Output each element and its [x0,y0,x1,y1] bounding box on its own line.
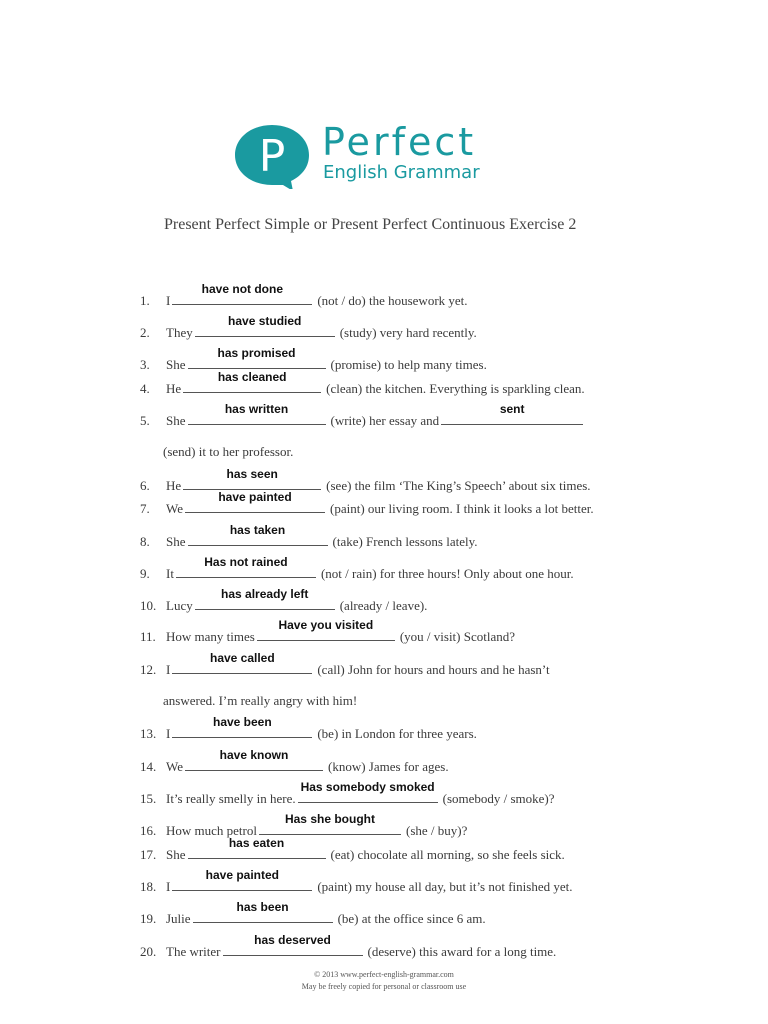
answer-blank[interactable] [223,933,363,956]
answer-text: has promised [217,346,296,360]
answer-text: has written [224,402,289,416]
answer-blank[interactable] [172,651,312,674]
answer-text: Has she bought [284,812,375,826]
answer-blank[interactable] [298,780,438,803]
item-prompt-start: They [166,325,193,340]
exercise-item [140,715,477,742]
item-number: 10. [140,598,157,613]
exercise-item [140,748,449,775]
answer-text: Has not rained [204,555,288,569]
exercise-item [140,651,550,678]
item-prompt-start: She [166,847,186,862]
item-number: 7. [140,501,150,516]
exercise-item [140,933,557,960]
logo-word-english-grammar: English Grammar [323,162,480,183]
exercise-item [140,314,477,341]
answer-blank[interactable] [188,346,326,369]
item-prompt-start: He [166,478,182,493]
item-prompt-end: (call) John for hours and hours and he hasn’t [317,662,550,677]
answer-blank[interactable] [195,587,335,610]
answer-blank[interactable] [259,812,401,835]
item-prompt-end: (promise) to help many times. [330,357,487,372]
item-prompt-end: (somebody / smoke)? [442,791,555,806]
item-prompt-start: She [166,357,186,372]
item-prompt-end: (deserve) this award for a long time. [367,944,557,959]
answer-blank[interactable] [172,715,312,738]
item-prompt-start: She [166,413,186,428]
speech-bubble-logo-icon [233,123,311,189]
item-number: 16. [140,823,157,838]
answer-blank[interactable] [183,370,321,393]
item-prompt-end: (not / do) the housework yet. [317,293,468,308]
answer-blank[interactable] [172,282,312,305]
exercise-item [140,836,565,863]
item-number: 11. [140,629,156,644]
answer-blank[interactable] [185,748,323,771]
exercise-item [140,780,555,807]
item-prompt-end: (write) her essay and [330,413,440,428]
answer-blank[interactable] [176,555,316,578]
item-prompt-start: Julie [166,911,191,926]
answer-text: have not done [201,282,284,296]
item-number: 14. [140,759,157,774]
answer-text: has already left [221,587,309,601]
brand-logo [232,122,507,194]
item-prompt-start: I [166,293,171,308]
item-prompt-end: (be) at the office since 6 am. [337,911,486,926]
exercise-item [140,282,468,309]
answer-text: have painted [205,868,280,882]
item-prompt-start: It’s really smelly in here. [166,791,296,806]
item-number: 15. [140,791,157,806]
answer-text: has seen [226,467,278,481]
answer-blank[interactable] [188,836,326,859]
logo-word-perfect: Perfect [322,120,477,164]
item-prompt-start: How many times [166,629,255,644]
item-number: 8. [140,534,150,549]
answer-blank[interactable] [257,618,395,641]
item-number: 9. [140,566,150,581]
item-prompt-start: It [166,566,174,581]
item-prompt-start: The writer [166,944,221,959]
item-number: 19. [140,911,157,926]
item-prompt-end: (already / leave). [339,598,428,613]
item-prompt-end: (paint) our living room. I think it looks a lot better. [330,501,594,516]
item-number: 20. [140,944,157,959]
item-number: 2. [140,325,150,340]
item-prompt-end: (eat) chocolate all morning, so she feels sick. [330,847,565,862]
item-prompt-start: She [166,534,186,549]
answer-blank[interactable] [193,900,333,923]
item-prompt-start: I [166,879,171,894]
item-number: 6. [140,478,150,493]
page-title: Present Perfect Simple or Present Perfect Continuous Exercise 2 [164,216,577,233]
answer-text: have painted [218,490,292,504]
item-number: 13. [140,726,157,741]
answer-blank-second[interactable] [441,402,583,425]
item-prompt-end: (not / rain) for three hours! Only about one hour. [320,566,574,581]
exercise-item [140,402,585,429]
answer-text: Has somebody smoked [300,780,435,794]
answer-blank[interactable] [185,490,325,513]
item-number: 5. [140,413,150,428]
exercise-item [140,618,516,645]
exercise-item [140,490,594,517]
item-prompt-end: (be) in London for three years. [317,726,477,741]
footer-usage-note: May be freely copied for personal or classroom use [301,982,467,991]
answer-text: has cleaned [217,370,287,384]
exercise-item [140,370,585,397]
item-prompt-start: I [166,662,171,677]
item-number: 18. [140,879,157,894]
item-number: 3. [140,357,150,372]
answer-blank[interactable] [195,314,335,337]
answer-text-second: sent [499,402,525,416]
answer-text: has eaten [228,836,285,850]
item-prompt-end: (she / buy)? [405,823,468,838]
exercise-item [140,587,428,614]
answer-text: Have you visited [278,618,374,632]
answer-blank[interactable] [172,868,312,891]
item-prompt-start: He [166,381,182,396]
answer-text: has been [236,900,289,914]
answer-blank[interactable] [188,402,326,425]
answer-text: has deserved [254,933,331,947]
item-prompt-start: I [166,726,171,741]
answer-text: have been [212,715,272,729]
item-prompt-end: (paint) my house all day, but it’s not finished yet. [317,879,573,894]
exercise-item [140,555,574,582]
item-prompt-end: (you / visit) Scotland? [399,629,516,644]
item-prompt-start: Lucy [166,598,193,613]
item-prompt-end: (take) French lessons lately. [332,534,478,549]
item-prompt-end: (know) James for ages. [328,759,449,774]
answer-text: has taken [229,523,286,537]
item-prompt-start: We [166,501,183,516]
item-continuation: (send) it to her professor. [163,444,294,459]
item-prompt-start: How much petrol [166,823,257,838]
item-number: 17. [140,847,157,862]
exercise-item [140,523,478,550]
footer-copyright: © 2013 www.perfect-english-grammar.com [314,970,454,979]
exercise-item [140,868,573,895]
exercise-item [140,900,486,927]
answer-blank[interactable] [188,523,328,546]
answer-text: have known [219,748,289,762]
item-prompt-end: (study) very hard recently. [339,325,477,340]
answer-text: have called [209,651,275,665]
item-number: 12. [140,662,157,677]
logo-letter: P [258,131,286,182]
item-prompt-end: (clean) the kitchen. Everything is sparkling clean. [326,381,585,396]
answer-text: have studied [228,314,302,328]
item-continuation: answered. I’m really angry with him! [163,693,358,708]
item-number: 4. [140,381,150,396]
item-number: 1. [140,293,150,308]
item-prompt-end: (see) the film ‘The King’s Speech’ about six times. [326,478,591,493]
item-prompt-start: We [166,759,183,774]
